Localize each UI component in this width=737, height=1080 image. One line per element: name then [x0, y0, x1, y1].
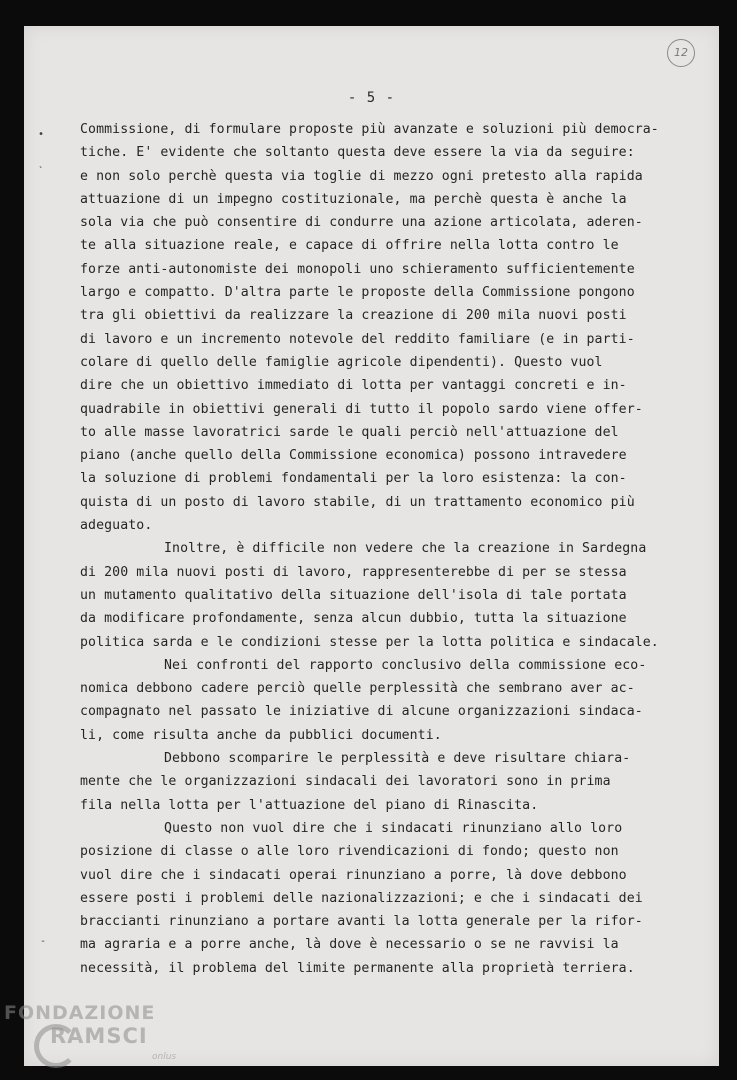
text-line: di lavoro e un incremento notevole del reddito familiare (e in parti-: [80, 331, 635, 347]
text-line: mente che le organizzazioni sindacali dei lavoratori sono in prima: [80, 774, 611, 790]
page-number: - 5 -: [347, 90, 396, 106]
text-line: sola via che può consentire di condurre una azione articolata, aderen-: [80, 215, 643, 231]
text-line: Questo non vuol dire che i sindacati rinunziano allo loro: [164, 820, 623, 836]
text-line: colare di quello delle famiglie agricole dipendenti). Questo vuol: [80, 354, 603, 370]
text-line: un mutamento qualitativo della situazione dell'isola di tale portata: [80, 587, 627, 603]
text-line: ma agraria e a porre anche, là dove è necessario o se ne ravvisi la: [80, 937, 619, 953]
text-line: vuol dire che i sindacati operai rinunziano a porre, là dove debbono: [80, 867, 627, 883]
text-line: fila nella lotta per l'attuazione del piano di Rinascita.: [80, 797, 539, 813]
text-line: li, come risulta anche da pubblici documenti.: [80, 727, 442, 743]
text-line: largo e compatto. D'altra parte le proposte della Commissione pongono: [80, 285, 635, 301]
watermark-line3: onlus: [152, 1052, 177, 1062]
document-page: [24, 26, 719, 1066]
text-line: attuazione di un impegno costituzionale, ma perchè questa è anche la: [80, 191, 627, 207]
text-line: compagnato nel passato le iniziative di alcune organizzazioni sindaca-: [80, 704, 643, 720]
text-line: da modificare profondamente, senza alcun dubbio, tutta la situazione: [80, 611, 627, 627]
text-line: quadrabile in obiettivi generali di tutto il popolo sardo viene offer-: [80, 401, 643, 417]
text-line: Inoltre, è difficile non vedere che la creazione in Sardegna: [164, 541, 647, 557]
fondazione-gramsci-watermark: [4, 1000, 204, 1080]
text-line: di 200 mila nuovi posti di lavoro, rappresenterebbe di per se stessa: [80, 564, 627, 580]
text-line: tiche. E' evidente che soltanto questa deve essere la via da seguire:: [80, 145, 635, 161]
text-line: dire che un obiettivo immediato di lotta per vantaggi concreti e in-: [80, 378, 627, 394]
text-line: to alle masse lavoratrici sarde le quali perciò nell'attuazione del: [80, 424, 619, 440]
text-line: adeguato.: [80, 518, 153, 534]
text-line: te alla situazione reale, e capace di offrire nella lotta contro le: [80, 238, 619, 254]
text-line: la soluzione di problemi fondamentali per la loro esistenza: la con-: [80, 471, 627, 487]
text-line: tra gli obiettivi da realizzare la creazione di 200 mila nuovi posti: [80, 308, 627, 324]
text-line: e non solo perchè questa via toglie di mezzo ogni pretesto alla rapida: [80, 168, 643, 184]
text-line: posizione di classe o alle loro rivendicazioni di fondo; questo non: [80, 844, 619, 860]
text-line: piano (anche quello della Commissione economica) possono intravedere: [80, 448, 627, 464]
text-line: Debbono scomparire le perplessità e deve risultare chiara-: [164, 751, 631, 767]
margin-mark: `: [38, 166, 45, 177]
text-line: politica sarda e le condizioni stesse per la lotta politica e sindacale.: [80, 634, 659, 650]
text-line: quista di un posto di lavoro stabile, di un trattamento economico più: [80, 494, 635, 510]
text-line: Nei confronti del rapporto conclusivo della commissione eco-: [164, 657, 647, 673]
text-line: Commissione, di formulare proposte più avanzate e soluzioni più democra-: [80, 122, 659, 137]
text-line: forze anti-autonomiste dei monopoli uno schieramento sufficientemente: [80, 261, 635, 277]
text-line: essere posti i problemi delle nazionalizzazioni; e che i sindacati dei: [80, 890, 643, 906]
watermark-line1: FONDAZIONE: [4, 1002, 156, 1024]
text-line: braccianti rinunziano a portare avanti la lotta generale per la rifor-: [80, 914, 643, 930]
margin-mark: -: [40, 936, 47, 947]
text-line: nomica debbono cadere perciò quelle perplessità che sembrano aver ac-: [80, 681, 635, 697]
margin-mark: •: [38, 129, 45, 140]
folio-stamp: 12: [667, 39, 695, 67]
text-line: necessità, il problema del limite permanente alla proprietà terriera.: [80, 960, 635, 976]
body-text: [80, 118, 680, 980]
watermark-line2: RAMSCI: [50, 1024, 148, 1048]
